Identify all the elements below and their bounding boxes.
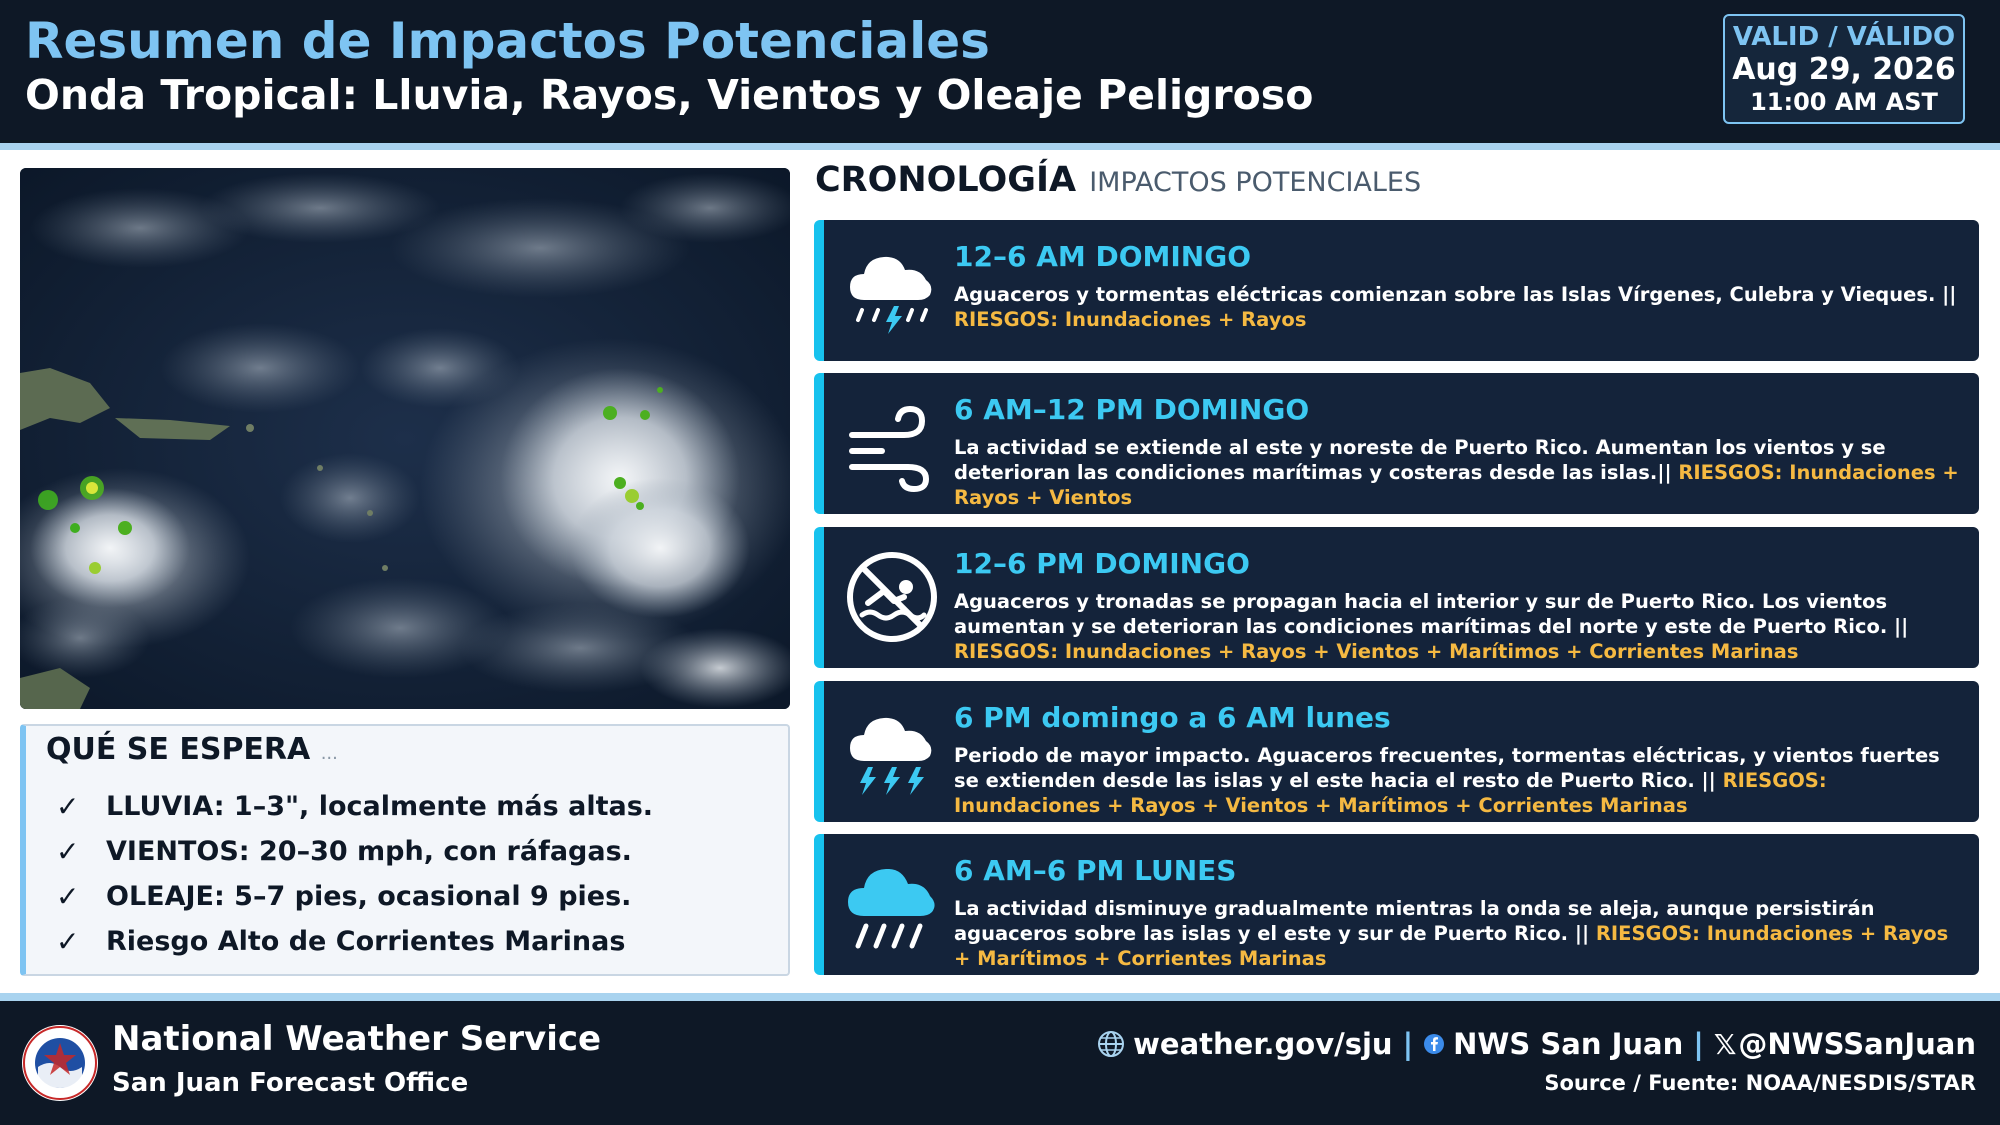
header xyxy=(0,0,2000,143)
timeline-card-text xyxy=(954,743,1969,818)
timeline-card-2 xyxy=(814,373,1979,514)
rain-cloud-icon xyxy=(842,854,942,954)
x-link[interactable]: @NWSSanJuan xyxy=(1738,1027,1976,1061)
website-link[interactable]: weather.gov/sju xyxy=(1133,1027,1393,1061)
card-description: La actividad se extiende al este y noreste de Puerto Rico. Aumentan los vientos y se deterioran las condiciones marítimas y costeras desde las islas.|| xyxy=(954,436,1886,484)
satellite-illustration xyxy=(20,168,790,709)
card-description: La actividad disminuye gradualmente mientras la onda se aleja, aunque persistirán aguaceros sobre las islas y el este y sur de Puerto Rico. || xyxy=(954,897,1875,945)
expect-title-text: QUÉ SE ESPERA xyxy=(46,732,311,767)
timeline-card-title: 6 PM domingo a 6 AM lunes xyxy=(954,701,1391,734)
check-icon: ✓ xyxy=(56,835,80,868)
storm-cloud-icon xyxy=(842,240,942,340)
expect-item-text: OLEAJE: 5–7 pies, ocasional 9 pies. xyxy=(106,881,632,912)
valid-time: 11:00 AM AST xyxy=(1750,88,1938,116)
card-risks: RIESGOS: Inundaciones + Rayos + Vientos + Marítimos + Corrientes Marinas xyxy=(954,640,1799,663)
facebook-link[interactable]: NWS San Juan xyxy=(1453,1027,1684,1061)
expect-item-wind xyxy=(56,829,653,874)
card-risks: RIESGOS: Inundaciones + Rayos + Marítimos + Corrientes Marinas xyxy=(954,922,1949,970)
separator: | xyxy=(1402,1027,1414,1061)
page-title: Resumen de Impactos Potenciales xyxy=(25,12,990,70)
timeline-title: CRONOLOGÍA xyxy=(815,160,1077,200)
expect-item-rain xyxy=(56,784,653,829)
card-description: Aguaceros y tronadas se propagan hacia el interior y sur de Puerto Rico. Los vientos aumentan y se deterioran las condiciones marítimas del norte y este de Puerto Rico. || xyxy=(954,590,1909,638)
card-risks: RIESGOS: Inundaciones + Rayos + Vientos xyxy=(954,461,1959,509)
what-to-expect-panel xyxy=(20,724,790,976)
card-risks: RIESGOS: Inundaciones + Rayos xyxy=(954,308,1307,331)
expect-item-surf xyxy=(56,874,653,919)
timeline-card-4 xyxy=(814,681,1979,822)
expect-item-text: LLUVIA: 1–3", localmente más altas. xyxy=(106,791,654,822)
timeline-card-title: 12–6 PM DOMINGO xyxy=(954,547,1250,580)
valid-date: Aug 29, 2026 xyxy=(1732,52,1956,87)
expect-list xyxy=(56,784,653,964)
wind-icon xyxy=(842,393,942,493)
nws-office: San Juan Forecast Office xyxy=(112,1068,469,1098)
valid-time-box xyxy=(1723,14,1965,124)
x-icon: 𝕏 xyxy=(1713,1027,1737,1061)
no-swimming-icon xyxy=(842,547,942,647)
timeline-header xyxy=(815,160,1421,200)
social-links xyxy=(1097,1027,1976,1061)
check-icon: ✓ xyxy=(56,925,80,958)
timeline-card-3 xyxy=(814,527,1979,668)
lightning-cloud-icon xyxy=(842,701,942,801)
card-risks: RIESGOS: Inundaciones + Rayos + Vientos + Marítimos + Corrientes Marinas xyxy=(954,769,1827,817)
valid-label: VALID / VÁLIDO xyxy=(1732,22,1956,52)
expect-item-text: Riesgo Alto de Corrientes Marinas xyxy=(106,926,626,957)
timeline-card-1 xyxy=(814,220,1979,361)
expect-item-text: VIENTOS: 20–30 mph, con ráfagas. xyxy=(106,836,632,867)
expect-item-rip-current xyxy=(56,919,653,964)
timeline-card-title: 6 AM–6 PM LUNES xyxy=(954,854,1237,887)
facebook-icon xyxy=(1423,1033,1445,1055)
card-description: Periodo de mayor impacto. Aguaceros frecuentes, tormentas eléctricas, y vientos fuertes se extienden desde las islas y el este hacia el resto de Puerto Rico. || xyxy=(954,744,1940,792)
nws-name: National Weather Service xyxy=(112,1019,602,1059)
timeline-card-text xyxy=(954,589,1969,664)
expect-title xyxy=(46,732,338,767)
timeline-card-title: 6 AM–12 PM DOMINGO xyxy=(954,393,1310,426)
globe-icon xyxy=(1097,1030,1125,1058)
footer xyxy=(0,1001,2000,1125)
source-credit: Source / Fuente: NOAA/NESDIS/STAR xyxy=(1544,1071,1976,1095)
timeline-card-text xyxy=(954,282,1969,332)
expect-title-dots: ... xyxy=(320,743,338,764)
check-icon: ✓ xyxy=(56,790,80,823)
footer-stripe xyxy=(0,993,2000,1001)
page-subtitle: Onda Tropical: Lluvia, Rayos, Vientos y Oleaje Peligroso xyxy=(25,71,1314,119)
timeline-card-text xyxy=(954,896,1969,971)
timeline-subtitle: IMPACTOS POTENCIALES xyxy=(1089,167,1422,198)
timeline-card-5 xyxy=(814,834,1979,975)
header-stripe xyxy=(0,143,2000,150)
timeline-card-title: 12–6 AM DOMINGO xyxy=(954,240,1252,273)
check-icon: ✓ xyxy=(56,880,80,913)
nws-logo xyxy=(20,1023,100,1103)
separator: | xyxy=(1693,1027,1704,1061)
timeline-card-text xyxy=(954,435,1969,510)
card-description: Aguaceros y tormentas eléctricas comienzan sobre las Islas Vírgenes, Culebra y Vieques. || xyxy=(954,283,1957,306)
satellite-image xyxy=(20,168,790,709)
